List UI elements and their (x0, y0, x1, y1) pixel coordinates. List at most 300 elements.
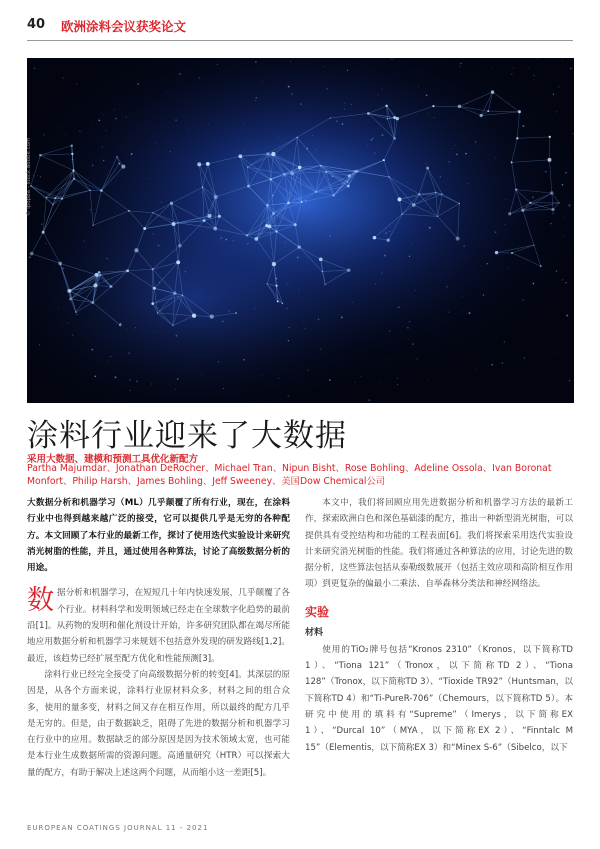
star-particle (351, 104, 352, 105)
network-node (128, 210, 130, 212)
star-particle (37, 175, 38, 176)
network-node (92, 225, 93, 226)
network-node (435, 192, 437, 194)
star-particle (342, 123, 344, 125)
network-node (52, 204, 54, 206)
network-node (265, 224, 268, 227)
star-particle (456, 154, 458, 156)
network-node (126, 269, 129, 272)
star-particle (199, 77, 201, 79)
star-particle (505, 224, 506, 225)
network-node (459, 203, 460, 204)
star-particle (40, 176, 41, 177)
right-column (305, 495, 573, 756)
star-particle (440, 176, 442, 178)
star-particle (368, 399, 370, 401)
network-node (177, 222, 178, 223)
network-node (143, 227, 146, 230)
star-particle (397, 384, 398, 385)
star-particle (418, 86, 419, 87)
star-particle (297, 256, 299, 258)
star-particle (155, 142, 156, 143)
star-particle (288, 86, 290, 88)
star-particle (255, 61, 256, 62)
network-node (54, 197, 56, 199)
star-particle (158, 245, 160, 247)
star-particle (103, 114, 104, 115)
star-particle (320, 349, 321, 350)
star-particle (449, 311, 451, 313)
star-particle (255, 97, 256, 98)
star-particle (294, 199, 295, 200)
network-node (401, 213, 402, 214)
star-particle (58, 307, 59, 308)
network-node (511, 252, 513, 254)
star-particle (523, 125, 525, 127)
star-particle (223, 388, 224, 389)
star-particle (305, 328, 306, 329)
star-particle (562, 279, 563, 280)
network-node (45, 197, 47, 199)
network-node (551, 208, 554, 211)
star-particle (361, 376, 362, 377)
network-node (354, 170, 356, 172)
star-particle (218, 361, 220, 363)
network-node (330, 117, 331, 118)
network-node (315, 191, 317, 193)
star-particle (467, 183, 468, 184)
network-node (272, 212, 275, 215)
star-particle (498, 254, 499, 255)
network-node (272, 262, 276, 266)
star-particle (561, 397, 562, 398)
body-paragraph-4: 使用的TiO₂牌号包括“Kronos 2310”（Kronos，以下简称TD 1）、“Tiona 121”（Tronox，以下简称TD 2）、“Tiona 128”（Tronox，以下简称TD 3）、“Tioxide TR92”（Huntsman，以下简称TD 4）和“Ti-PureR-706”（Chemours，以下简称TD 5）。本研究中使用的填料有“Supreme”（Imerys，以下简称EX 1）、“Durcal 10”（MYA，以下简称EX 2）、“Finntalc M 15”（Elementis，以下简称EX 3）和“Minex S-6”（Sibelco，以下 (305, 644, 573, 753)
star-particle (135, 327, 136, 328)
heading-experiment: 实验 (305, 604, 330, 619)
network-node (266, 152, 269, 155)
star-particle (513, 218, 514, 219)
network-node (271, 152, 275, 156)
star-particle (428, 113, 429, 114)
network-node (456, 237, 460, 241)
star-particle (91, 123, 92, 124)
star-particle (120, 323, 122, 325)
network-node (152, 268, 154, 270)
star-particle (43, 134, 45, 136)
star-particle (162, 318, 163, 319)
star-particle (393, 59, 394, 60)
network-node (548, 158, 552, 162)
star-particle (254, 308, 255, 309)
star-particle (460, 63, 462, 65)
network-node (91, 301, 94, 304)
network-node (58, 262, 62, 266)
star-particle (222, 321, 224, 323)
network-node (412, 203, 416, 207)
network-node (516, 137, 518, 139)
network-node (116, 156, 117, 157)
body-paragraph-2: 涂料行业已经完全接受了向高级数据分析的转变[4]。其深层的原因是，从各个方面来说，涂料行业原材料众多，材料之间的组合众多，使用的量多变，材料之间又存在相互作用，所以最终的配方几乎是无穷的。但是，由于数据缺乏，阻碍了先进的数据分析和机器学习在行业中的应用。数据缺乏的部分原因是因为技术领域太宽，也可能是本行业生成数据所需的资源问题。高通量研究（HTR）可以探索大量的配方，有助于解决上述这两个问题，从而缩小这一差距[5]。 (27, 669, 290, 778)
star-particle (375, 283, 376, 284)
star-particle (127, 329, 128, 330)
star-particle (560, 119, 561, 120)
star-particle (306, 148, 308, 150)
star-particle (287, 284, 288, 285)
star-particle (426, 95, 428, 97)
star-particle (379, 382, 380, 383)
star-particle (151, 383, 152, 384)
star-particle (107, 258, 108, 259)
network-node (69, 298, 72, 301)
star-particle (475, 141, 477, 143)
star-particle (262, 81, 263, 82)
network-node (93, 283, 97, 287)
star-particle (558, 171, 559, 172)
hero-image (27, 58, 574, 403)
star-particle (558, 86, 560, 88)
star-particle (162, 224, 163, 225)
network-node (518, 110, 521, 113)
left-column (27, 495, 290, 781)
network-node (491, 90, 494, 93)
star-particle (299, 290, 300, 291)
star-particle (428, 379, 429, 380)
network-node (176, 260, 180, 264)
star-particle (344, 103, 345, 104)
star-particle (229, 310, 230, 311)
star-particle (76, 313, 78, 315)
star-particle (462, 311, 463, 312)
star-particle (243, 359, 245, 361)
network-node (192, 314, 196, 318)
star-particle (446, 286, 447, 287)
network-node (287, 202, 290, 205)
star-particle (505, 199, 506, 200)
star-particle (408, 339, 409, 340)
network-illustration (27, 58, 574, 403)
star-particle (563, 217, 564, 218)
star-particle (563, 236, 564, 237)
star-particle (344, 108, 345, 109)
star-particle (39, 344, 40, 345)
network-node (238, 154, 242, 158)
star-particle (295, 191, 296, 192)
star-particle (307, 369, 309, 371)
star-particle (73, 177, 74, 178)
network-node (72, 169, 74, 171)
star-particle (278, 137, 279, 138)
network-node (203, 219, 206, 222)
star-particle (72, 159, 74, 161)
network-node (301, 201, 303, 203)
star-particle (188, 129, 189, 130)
star-particle (312, 135, 313, 136)
network-node (173, 292, 176, 295)
star-particle (552, 212, 554, 214)
network-node (296, 137, 298, 139)
star-particle (323, 66, 324, 67)
star-particle (513, 68, 514, 69)
image-credit-area (14, 137, 32, 226)
network-node (521, 209, 524, 212)
star-particle (161, 202, 162, 203)
star-particle (504, 342, 505, 343)
page-header (27, 17, 573, 39)
star-particle (115, 118, 117, 120)
network-node (254, 237, 258, 241)
network-node (157, 312, 158, 313)
star-particle (305, 200, 307, 202)
star-particle (112, 264, 113, 265)
star-particle (68, 95, 69, 96)
network-node (511, 161, 513, 163)
star-particle (477, 326, 478, 327)
star-particle (114, 109, 115, 110)
network-node (153, 287, 156, 290)
star-particle (524, 357, 525, 358)
star-particle (409, 256, 410, 257)
star-particle (340, 253, 341, 254)
page-number: 40 (27, 17, 46, 32)
network-node (98, 271, 101, 274)
star-particle (568, 204, 570, 206)
network-node (151, 302, 154, 305)
network-node (347, 185, 350, 188)
network-node (210, 314, 214, 318)
star-particle (90, 209, 91, 210)
star-particle (381, 88, 382, 89)
network-node (487, 110, 489, 112)
network-node (277, 300, 279, 302)
star-particle (429, 227, 431, 229)
star-particle (272, 195, 274, 197)
star-particle (491, 68, 492, 69)
star-particle (533, 75, 534, 76)
star-particle (287, 395, 289, 397)
star-particle (415, 290, 416, 291)
network-node (465, 153, 467, 155)
network-node (235, 312, 237, 314)
network-node (71, 153, 73, 155)
network-node (172, 222, 176, 226)
network-node (348, 174, 351, 177)
star-particle (58, 127, 59, 128)
star-particle (101, 146, 103, 148)
network-node (550, 191, 553, 194)
star-particle (502, 362, 504, 364)
network-node (373, 236, 377, 240)
star-particle (76, 83, 78, 85)
network-node (70, 144, 73, 147)
network-node (89, 190, 91, 192)
network-node (269, 178, 272, 181)
star-particle (556, 270, 557, 271)
star-particle (562, 59, 563, 60)
star-particle (566, 315, 568, 317)
heading-materials: 材料 (305, 627, 324, 638)
star-particle (562, 184, 564, 186)
star-particle (433, 117, 435, 119)
network-node (398, 197, 402, 201)
network-node (218, 215, 221, 218)
star-particle (386, 359, 387, 360)
network-node (247, 166, 248, 167)
star-particle (255, 100, 256, 101)
network-node (118, 163, 120, 165)
star-particle (115, 376, 117, 378)
network-node (30, 252, 34, 256)
network-node (332, 194, 335, 197)
network-node (202, 186, 204, 188)
star-particle (95, 376, 97, 378)
network-node (207, 214, 211, 218)
star-particle (491, 364, 493, 366)
star-particle (550, 223, 552, 225)
star-particle (154, 331, 155, 332)
network-node (283, 173, 286, 176)
star-particle (573, 133, 574, 134)
network-node (294, 223, 297, 226)
star-particle (524, 318, 525, 319)
star-particle (65, 134, 66, 135)
star-particle (34, 68, 35, 69)
star-particle (79, 130, 81, 132)
star-particle (278, 377, 280, 379)
network-node (134, 248, 138, 252)
star-particle (130, 390, 131, 391)
network-node (213, 227, 217, 231)
network-node (39, 154, 42, 157)
star-particle (417, 358, 418, 359)
star-particle (129, 379, 131, 381)
star-particle (372, 137, 374, 139)
star-particle (467, 103, 468, 104)
star-particle (166, 92, 167, 93)
star-particle (384, 255, 386, 257)
network-node (320, 165, 321, 166)
star-particle (476, 369, 477, 370)
network-node (170, 202, 173, 205)
star-particle (481, 265, 482, 266)
star-particle (508, 102, 509, 103)
paragraph-1-text: 据分析和机器学习，在短短几十年内快速发展，几乎颠覆了各个行业。材料科学和发明领域已经走在全球数字化趋势的最前沿[1]。从药物的发明和催化剂设计开始，许多研究团队都在竭尽所能地应用数据分析和机器学习来规划不包括意外发现的研发路线[1,2]。最近，该趋势已经扩展至配方优化和性能预测[3]。 (27, 588, 290, 664)
star-particle (318, 319, 320, 321)
network-node (282, 303, 284, 305)
network-node (515, 188, 517, 190)
network-node (42, 231, 45, 234)
network-node (95, 273, 99, 277)
star-particle (537, 58, 538, 59)
star-particle (569, 380, 570, 381)
star-particle (170, 382, 171, 383)
star-particle (462, 297, 463, 298)
star-particle (480, 114, 482, 116)
star-particle (487, 263, 488, 264)
star-particle (389, 231, 390, 232)
star-particle (341, 316, 343, 318)
star-particle (33, 175, 35, 177)
star-particle (303, 321, 304, 322)
star-particle (382, 134, 384, 136)
network-node (387, 118, 388, 119)
star-particle (185, 271, 186, 272)
section-title: 欧洲涂料会议获奖论文 (61, 19, 187, 34)
network-node (197, 162, 201, 166)
star-particle (546, 319, 547, 320)
star-particle (565, 282, 566, 283)
network-node (152, 212, 153, 213)
network-node (396, 117, 399, 120)
star-particle (407, 327, 409, 329)
network-node (387, 239, 390, 242)
star-particle (425, 163, 426, 164)
star-particle (110, 356, 111, 357)
star-particle (201, 374, 202, 375)
star-particle (355, 382, 356, 383)
star-particle (389, 330, 391, 332)
star-particle (374, 152, 375, 153)
star-particle (522, 299, 524, 301)
star-particle (31, 125, 32, 126)
star-particle (101, 189, 103, 191)
network-node (437, 216, 438, 217)
star-particle (72, 335, 73, 336)
star-particle (288, 340, 289, 341)
star-particle (336, 120, 338, 122)
star-particle (130, 281, 131, 282)
star-particle (258, 178, 259, 179)
star-particle (117, 207, 118, 208)
network-node (298, 246, 301, 249)
star-particle (221, 238, 222, 239)
star-particle (469, 312, 471, 314)
network-node (393, 137, 396, 140)
star-particle (125, 116, 127, 118)
image-credit: © ipopba - stock.adobe.com (26, 137, 32, 216)
star-particle (329, 235, 331, 237)
star-particle (459, 66, 460, 67)
star-particle (41, 223, 43, 225)
star-particle (284, 242, 286, 244)
star-particle (62, 267, 64, 269)
network-node (172, 325, 173, 326)
network-node (298, 166, 302, 170)
star-particle (316, 149, 317, 150)
network-node (495, 251, 498, 254)
network-node (389, 176, 390, 177)
star-particle (289, 327, 290, 328)
star-particle (217, 64, 218, 65)
star-particle (90, 134, 91, 135)
star-particle (175, 119, 177, 121)
network-node (99, 274, 101, 276)
star-particle (261, 375, 262, 376)
star-particle (381, 273, 383, 275)
network-node (275, 230, 277, 232)
star-particle (417, 208, 418, 209)
star-particle (545, 171, 547, 173)
network-node (355, 170, 358, 173)
star-particle (412, 243, 413, 244)
star-particle (137, 83, 139, 85)
star-particle (495, 231, 497, 233)
star-particle (103, 160, 105, 162)
network-node (266, 204, 268, 206)
network-node (325, 171, 327, 173)
star-particle (159, 282, 160, 283)
star-particle (455, 145, 456, 146)
star-particle (92, 165, 93, 166)
